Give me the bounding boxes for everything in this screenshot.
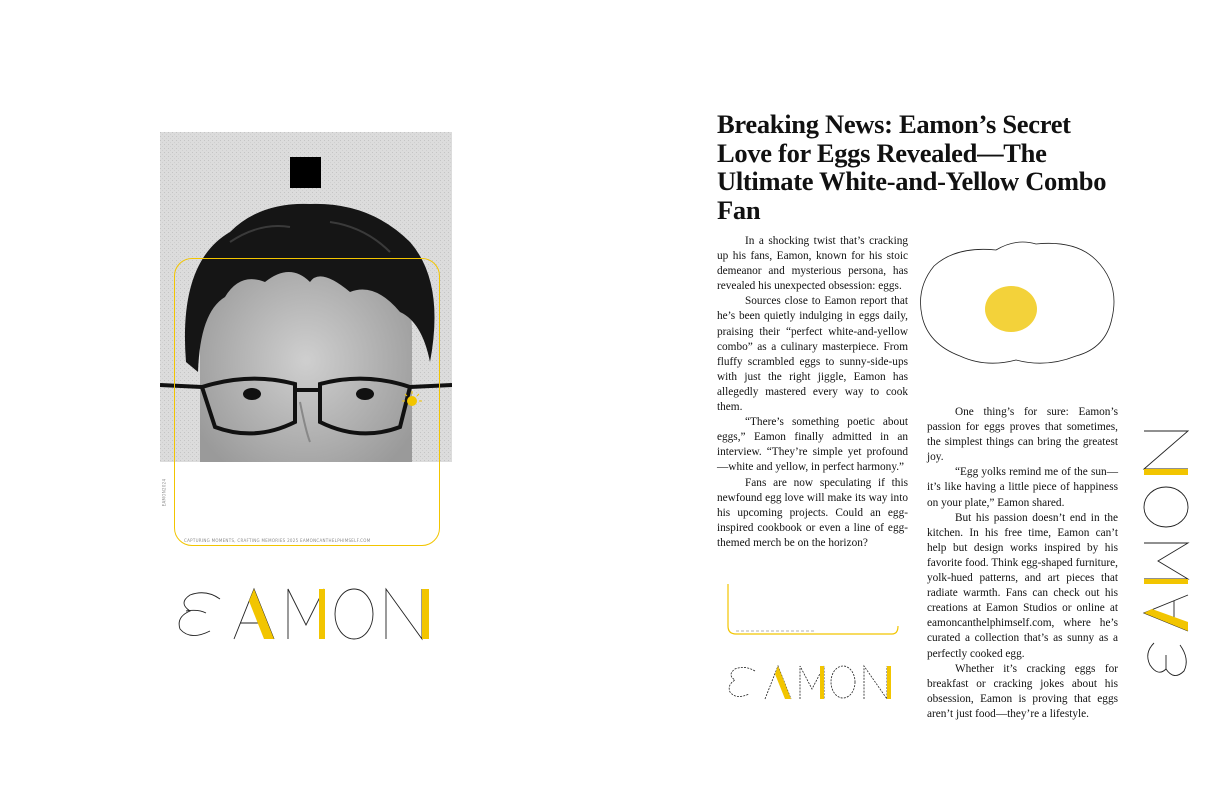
paragraph: “There’s something poetic about eggs,” Eamon finally admitted in an interview. “They’re simple yet profound—white and yellow, in perfect harmony.”	[717, 416, 908, 474]
eamon-wordmark-small	[727, 663, 895, 701]
egg-icon	[916, 236, 1122, 370]
frame-side-text: EAMON2024	[161, 478, 167, 507]
mini-frame-mark	[724, 582, 900, 636]
paragraph: Sources close to Eamon report that he’s been quietly indulging in eggs daily, praising their “perfect white-and-yellow combo” as a culinary masterpiece. From fluffy scrambled eggs to sunny-side-ups with just the right jiggle, Eamon has allegedly mastered every way to cook them.	[717, 295, 908, 414]
article-column-2	[927, 405, 1118, 722]
yellow-rounded-frame	[174, 258, 440, 546]
paragraph: “Egg yolks remind me of the sun—it’s like having a little piece of happiness on your plate,” Eamon shared.	[927, 466, 1118, 509]
article-column-1	[717, 234, 908, 551]
eamon-wordmark-large	[176, 585, 438, 641]
frame-bottom-text: CAPTURING MOMENTS, CRAFTING MEMORIES 2025 EAMONCANTHELPHIMSELF.COM	[184, 538, 371, 543]
paragraph: In a shocking twist that’s cracking up his fans, Eamon, known for his stoic demeanor and mysterious persona, has revealed his unexpected obsession: eggs.	[717, 235, 908, 293]
paragraph: One thing’s for sure: Eamon’s passion for eggs proves that sometimes, the simplest things can bring the greatest joy.	[927, 406, 1118, 464]
paragraph: But his passion doesn’t end in the kitchen. In his free time, Eamon can’t help but design works inspired by his favorite food. Think egg-shaped furniture, yolk-hued patterns, and art pieces that radiate warmth. Fans can check out his creations at Eamon Studios or online at eamoncanthelphimself.com, where he’s curated a collection that’s as sunny as a perfectly cooked egg.	[927, 511, 1118, 660]
paragraph: Fans are now speculating if this newfound egg love will make its way into his upcoming projects. Could an egg-inspired cookbook or even a line of egg-themed merch be on the horizon?	[717, 476, 908, 549]
eamon-wordmark-vertical	[1140, 425, 1192, 685]
article-headline: Breaking News: Eamon’s Secret Love for Eggs Revealed—The Ultimate White-and-Yellow Combo Fan	[717, 109, 1107, 225]
paragraph: Whether it’s cracking eggs for breakfast or cracking jokes about his obsession, Eamon is proving that eggs aren’t just food—they’re a lifestyle.	[927, 662, 1118, 720]
